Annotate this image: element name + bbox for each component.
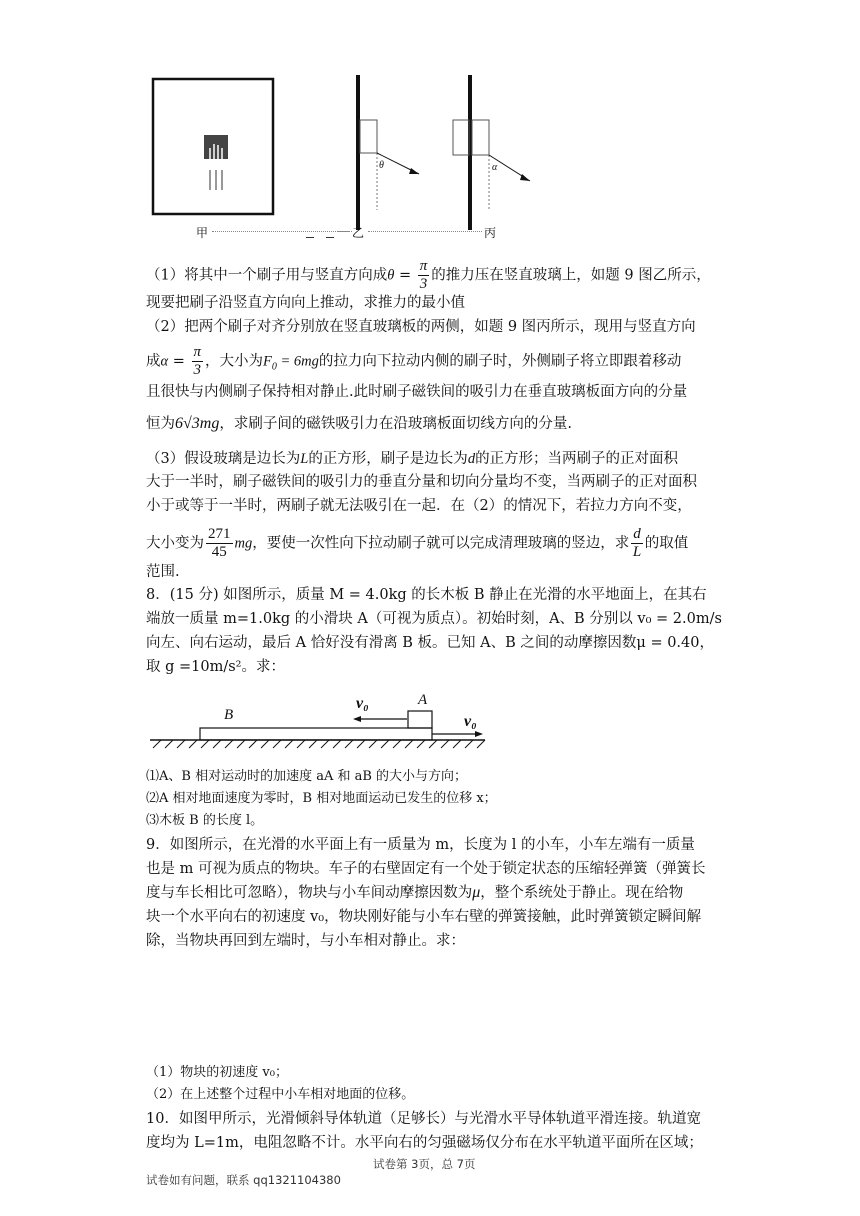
figure-jia-glass [153,79,273,214]
q9-line4: 块一个水平向右的初速度 v₀，物块刚好能与小车右壁的弹簧接触，此时弹簧锁定瞬间解 [146,909,702,925]
q9-line2: 也是 m 可视为质点的物块。车子的右壁固定有一个处于锁定状态的压缩轻弹簧（弹簧长 [146,861,706,877]
q7-part2-line2: 成α = $\frac{\pi}{3}$ ，大小为$F_0 = 6mg$的拉力向下拉动内侧的刷子时，外侧刷子将立即跟着移动 [146,344,682,378]
q8-line4: 取 g =10m/s²。求： [146,659,285,675]
q7-part3-line4: 大小变为 $\frac{271}{45}$ mg，要使一次性向下拉动刷子就可以完成清理玻璃的竖边，求 $\frac{d}{L}$ 的取值 [146,526,689,560]
q7-part3-line3: 小于或等于一半时，两刷子就无法吸引在一起．在（2）的情况下，若拉力方向不变， [146,498,692,514]
q8-line3: 向左、向右运动，最后 A 恰好没有滑离 B 板。已知 A、B 之间的动摩擦因数μ = 0.40， [146,635,714,651]
label-yi: 乙 [352,226,365,240]
label-v0-left: v₀ [356,695,369,712]
q7-part2-line4: 恒为6√3mg，求刷子间的磁铁吸引力在沿玻璃板面切线方向的分量. [146,415,572,432]
q7-part3-line2: 大于一半时，刷子磁铁间的吸引力的垂直分量和切向分量均不变，当两刷子的正对面积 [146,474,697,490]
q7-part1-line1: （1）将其中一个刷子用与竖直方向成θ = $\frac{\pi}{3}$ 的推力压在竖直玻璃上，如题 9 图乙所示， [146,258,711,292]
figure-bing-glass [453,75,530,230]
q9-line1: 9．如图所示，在光滑的水平面上有一质量为 m，长度为 l 的小车，小车左端有一质量 [146,837,695,853]
figure-label-row [196,224,516,240]
page-number: 试卷第 3页，总 7页 [373,1157,476,1171]
figure-yi-glass [358,75,419,230]
figure-brush-diagrams [140,70,540,245]
q8-sub3: ⑶木板 B 的长度 l。 [146,813,264,828]
label-v0-right: v₀ [464,713,477,730]
label-block-A: A [418,692,428,708]
q9-sub1: （1）物块的初速度 v₀； [146,1065,288,1080]
q9-sub2: （2）在上述整个过程中小车相对地面的位移。 [146,1087,415,1102]
label-bing: 丙 [484,226,497,240]
figure-board-block [145,690,495,750]
q7-part1-line2: 现要把刷子沿竖直方向向上推动，求推力的最小值 [146,295,465,311]
contact-note: 试卷如有问题，联系 qq1321104380 [146,1173,341,1187]
q9-line3: 度与车长相比可忽略），物块与小车间动摩擦因数为μ，整个系统处于静止。现在给物 [146,884,684,901]
q10-line2: 度均为 L=1m，电阻忽略不计。水平向右的匀强磁场仅分布在水平轨道平面所在区域； [146,1135,703,1151]
q7-part2-line1: （2）把两个刷子对齐分别放在竖直玻璃板的两侧，如题 9 图丙所示，现用与竖直方向 [146,319,696,335]
q8-sub2: ⑵A 相对地面速度为零时，B 相对地面运动已发生的位移 x； [146,791,497,806]
q8-line2: 端放一质量 m=1.0kg 的小滑块 A（可视为质点）。初始时刻，A、B 分别以 v₀ = 2.0m/s [146,611,722,627]
q7-part3-line5: 范围. [146,564,180,580]
q10-line1: 10．如图甲所示，光滑倾斜导体轨道（足够长）与光滑水平导体轨道平滑连接。轨道宽 [146,1111,701,1127]
q8-sub1: ⑴A、B 相对运动时的加速度 aA 和 aB 的大小与方向； [146,769,468,784]
q8-line1: 8．(15 分) 如图所示，质量 M = 4.0kg 的长木板 B 静止在光滑的水平地面上，在其右 [146,587,707,603]
q9-line5: 除，当物块再回到左端时，与小车相对静止。求： [146,933,465,949]
q7-part2-line3: 且很快与内侧刷子保持相对静止.此时刷子磁铁间的吸引力在垂直玻璃板面方向的分量 [146,384,688,400]
q7-part3-line1: （3）假设玻璃是边长为L的正方形，刷子是边长为d的正方形；当两刷子的正对面积 [146,451,679,467]
label-board-B: B [224,707,234,723]
angle-alpha-label: α [492,162,498,173]
label-jia: 甲 [196,226,209,240]
angle-theta-label: θ [379,160,384,171]
board-B [200,728,432,740]
block-A [408,711,432,728]
